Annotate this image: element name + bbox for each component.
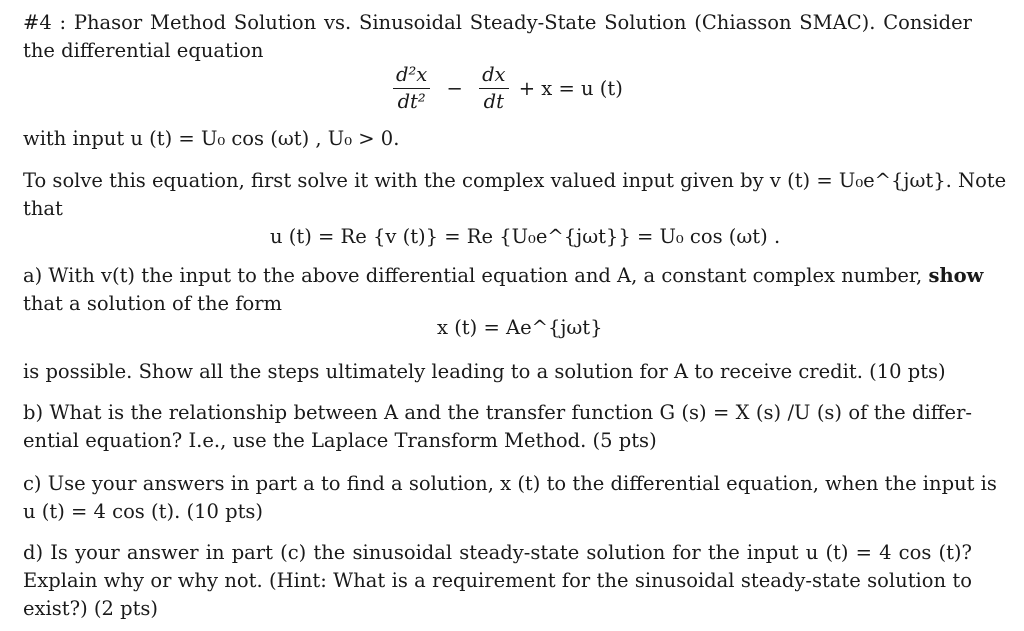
problem-title-line-2: the differential equation: [23, 39, 264, 62]
part-a-line-2: that a solution of the form: [23, 292, 283, 315]
first-derivative-fraction: [479, 62, 508, 115]
second-derivative-fraction: [393, 62, 430, 115]
first-derivative-denominator: dt: [483, 90, 504, 113]
differential-equation: [393, 62, 633, 115]
part-c-line-2: u (t) = 4 cos (t). (10 pts): [23, 500, 264, 523]
problem-title-line-1: #4 : Phasor Method Solution vs. Sinusoidal Steady-State Solution (Chiasson SMAC). Consider: [23, 11, 972, 34]
part-a-text: a) With v(t) the input to the above differential equation and A, a constant complex number,: [23, 264, 923, 287]
part-b-line-1: b) What is the relationship between A and the transfer function G (s) = X (s) /U (s) of the differ-: [23, 401, 972, 424]
input-definition: with input u (t) = U₀ cos (ωt) , U₀ > 0.: [23, 127, 400, 150]
second-derivative-denominator: dt²: [397, 90, 426, 113]
part-c-line-1: c) Use your answers in part a to find a solution, x (t) to the differential equation, when the input is: [23, 472, 997, 495]
part-d-line-3: exist?) (2 pts): [23, 597, 159, 620]
complex-input-line-2: that: [23, 197, 63, 220]
minus-sign: −: [446, 76, 463, 100]
part-b-line-2: ential equation? I.e., use the Laplace Transform Method. (5 pts): [23, 429, 657, 452]
solution-form-equation: x (t) = Ae^{jωt}: [437, 316, 603, 339]
equation-rest: + x = u (t): [518, 76, 623, 100]
real-part-equation: u (t) = Re {v (t)} = Re {U₀e^{jωt}} = U₀ cos (ωt) .: [270, 225, 781, 248]
part-d-line-1: d) Is your answer in part (c) the sinusoidal steady-state solution for the input u (t) = 4 cos (t)?: [23, 541, 972, 564]
complex-input-line-1: To solve this equation, first solve it with the complex valued input given by v (t) = U₀e^{jωt}. Note: [23, 169, 1007, 192]
part-d-line-2: Explain why or why not. (Hint: What is a requirement for the sinusoidal steady-state solution to: [23, 569, 972, 592]
first-derivative-numerator: dx: [479, 62, 508, 89]
part-a-line-1: [23, 264, 984, 288]
second-derivative-numerator: d²x: [393, 62, 430, 89]
part-a-line-3: is possible. Show all the steps ultimately leading to a solution for A to receive credit. (10 pts): [23, 360, 946, 383]
part-a-bold-show: show: [928, 264, 984, 287]
